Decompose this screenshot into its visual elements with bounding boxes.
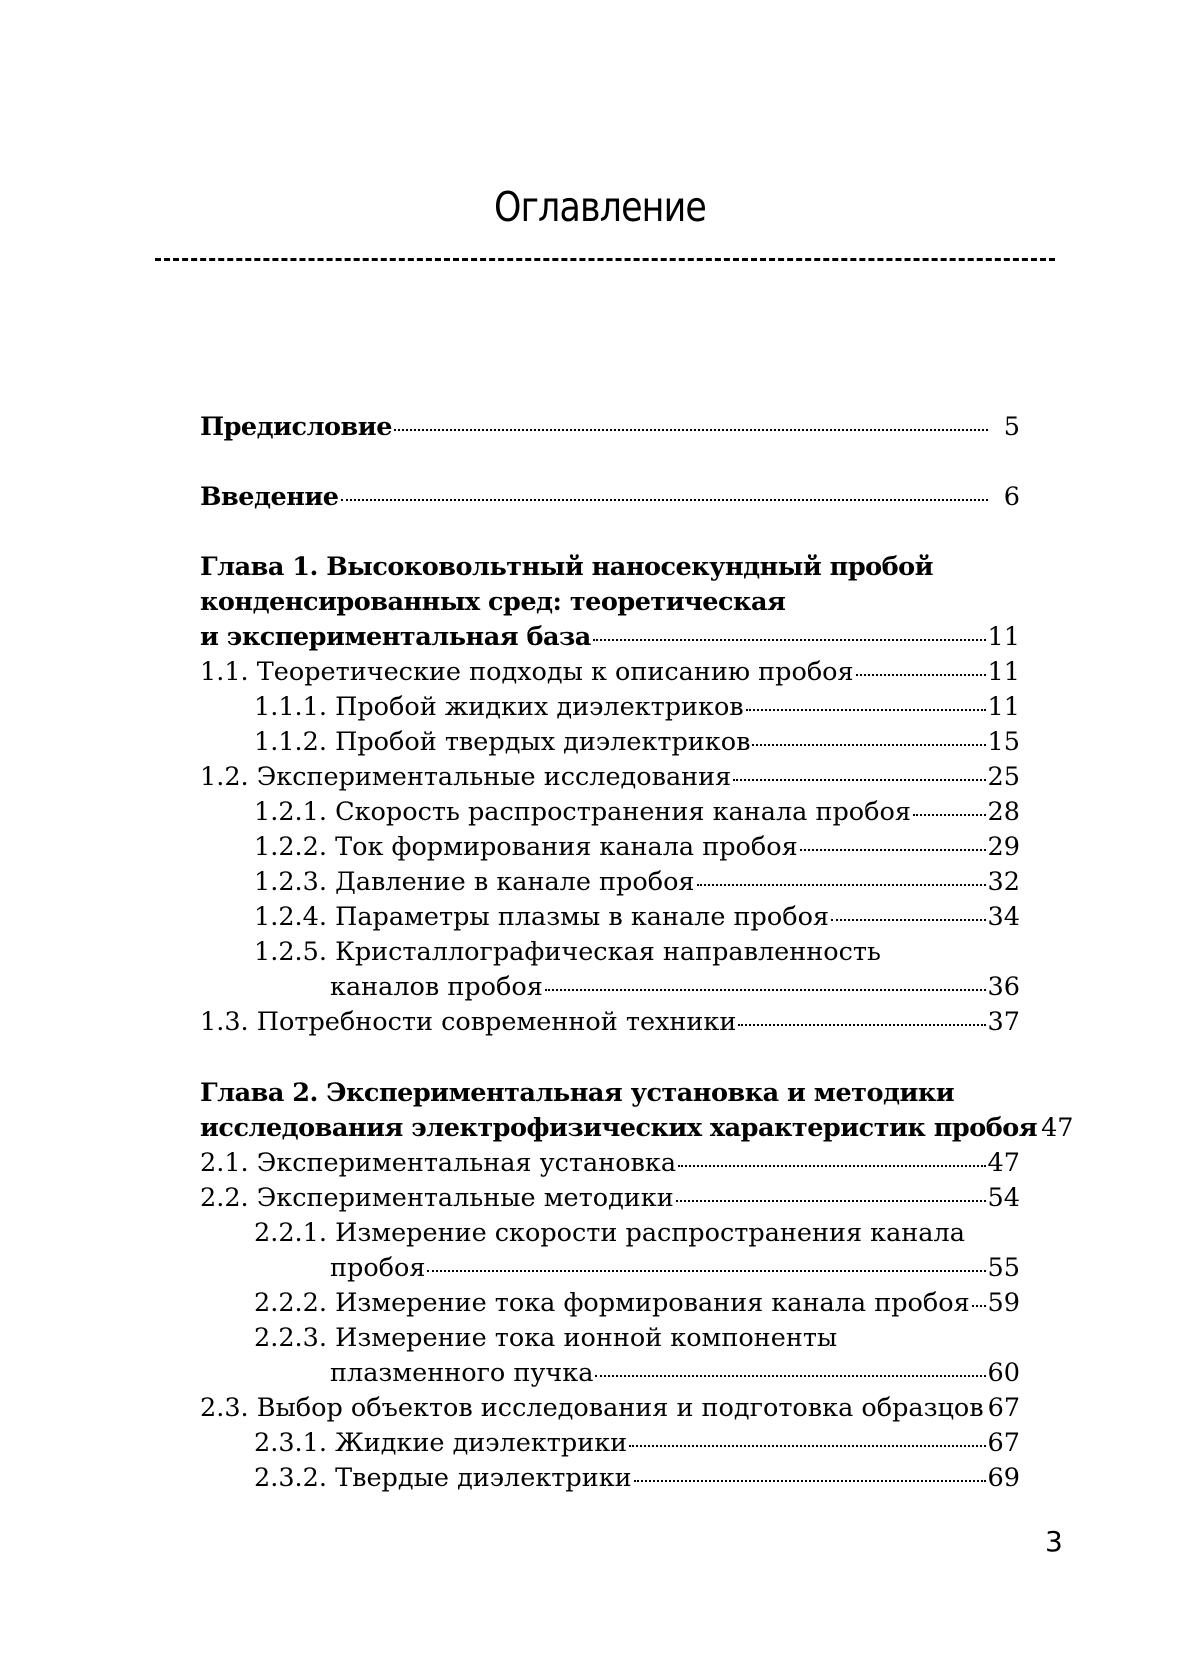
dot-leader <box>593 639 986 641</box>
toc-entry-1-1-1 <box>200 690 1020 725</box>
toc-entry-1-2-5-cont <box>200 970 1020 1005</box>
chapter-heading-text: исследования электрофизических характеристик пробоя <box>200 1113 1038 1143</box>
dot-leader <box>697 884 986 886</box>
toc-entry-page: 54 <box>987 1183 1020 1213</box>
toc-entry-page: 34 <box>987 902 1020 932</box>
toc-entry-label: 2.3. Выбор объектов исследования и подготовка образцов <box>200 1393 984 1423</box>
toc-entry-2-2-1 <box>200 1216 1020 1251</box>
toc-entry-page: 15 <box>987 727 1020 757</box>
toc-entry-page: 47 <box>987 1148 1020 1178</box>
toc-entry-page: 59 <box>987 1288 1020 1318</box>
toc-entry-page: 29 <box>987 832 1020 862</box>
toc-entry-label: 2.3.1. Жидкие диэлектрики <box>254 1428 628 1458</box>
toc-entry-label: 2.3.2. Твердые диэлектрики <box>254 1463 632 1493</box>
toc-entry-preface <box>200 410 1020 445</box>
toc-entry-2-1 <box>200 1146 1020 1181</box>
toc-entry-2-2-3 <box>200 1321 1020 1356</box>
toc-entry-label: 1.2.5. Кристаллографическая направленность <box>254 937 881 967</box>
dot-leader <box>831 919 986 921</box>
toc-entry-1-1-2 <box>200 725 1020 760</box>
toc-entry-label: 2.2.3. Измерение тока ионной компоненты <box>254 1323 838 1353</box>
toc-entry-page: 55 <box>987 1253 1020 1283</box>
toc-entry-2-3-2 <box>200 1461 1020 1496</box>
toc-entry-label: 1.1. Теоретические подходы к описанию пробоя <box>200 657 854 687</box>
toc-entry-label: 1.2.1. Скорость распространения канала пробоя <box>254 797 911 827</box>
chapter-heading-text: Глава 2. Экспериментальная установка и методики <box>200 1078 955 1108</box>
toc-entry-label: 1.2. Экспериментальные исследования <box>200 762 732 792</box>
toc-entry-page: 25 <box>987 762 1020 792</box>
toc-entry-page: 67 <box>987 1428 1020 1458</box>
chapter-1-heading-line-1 <box>200 550 1020 585</box>
toc-entry-label-continuation: плазменного пучка <box>330 1358 594 1388</box>
toc-entry-2-2-2 <box>200 1286 1020 1321</box>
toc-entry-page: 60 <box>987 1358 1020 1388</box>
toc-entry-1-2-1 <box>200 795 1020 830</box>
toc-entry-2-3 <box>200 1391 1020 1426</box>
toc-entry-label: Введение <box>200 482 339 512</box>
toc-entry-1-2-5 <box>200 935 1020 970</box>
table-of-contents <box>200 410 1074 1496</box>
toc-entry-intro <box>200 480 1020 515</box>
toc-entry-label: Предисловие <box>200 412 392 442</box>
toc-entry-page: 69 <box>987 1463 1020 1493</box>
toc-entry-1-3 <box>200 1005 1020 1040</box>
chapter-heading-text: конденсированных сред: теоретическая <box>200 587 786 617</box>
dashed-divider <box>155 258 1055 261</box>
toc-entry-label: 2.2.2. Измерение тока формирования канала пробоя <box>254 1288 970 1318</box>
toc-entry-1-2-4 <box>200 900 1020 935</box>
dot-leader <box>634 1480 986 1482</box>
dot-leader <box>752 744 985 746</box>
toc-entry-1-2-2 <box>200 830 1020 865</box>
dot-leader <box>427 1270 985 1272</box>
toc-entry-2-2-3-cont <box>200 1356 1020 1391</box>
toc-entry-1-1 <box>200 655 1020 690</box>
chapter-heading-text: и экспериментальная база <box>200 622 591 652</box>
toc-entry-page: 5 <box>1003 412 1020 442</box>
dot-leader <box>972 1305 986 1307</box>
chapter-2-heading-line-2 <box>200 1111 1074 1146</box>
toc-entry-2-2 <box>200 1181 1020 1216</box>
dot-leader <box>629 1445 985 1447</box>
page-title: Оглавление <box>493 183 706 231</box>
dot-leader <box>733 779 985 781</box>
toc-entry-label: 2.2.1. Измерение скорости распространения канала <box>254 1218 965 1248</box>
dot-leader <box>595 1375 985 1377</box>
toc-entry-page: 47 <box>1041 1113 1074 1143</box>
page-number: 3 <box>1045 1525 1063 1558</box>
dot-leader <box>676 1200 986 1202</box>
toc-entry-label-continuation: пробоя <box>330 1253 426 1283</box>
toc-entry-page: 67 <box>987 1393 1021 1423</box>
toc-entry-page: 11 <box>987 622 1020 652</box>
toc-entry-page: 11 <box>987 657 1020 687</box>
toc-entry-label: 1.2.2. Ток формирования канала пробоя <box>254 832 798 862</box>
chapter-1-heading-line-2 <box>200 585 1020 620</box>
toc-entry-label: 1.1.2. Пробой твердых диэлектриков <box>254 727 751 757</box>
toc-entry-2-3-1 <box>200 1426 1020 1461</box>
toc-entry-page: 32 <box>987 867 1020 897</box>
toc-entry-page: 28 <box>987 797 1020 827</box>
toc-entry-label: 1.3. Потребности современной техники <box>200 1007 737 1037</box>
toc-entry-2-2-1-cont <box>200 1251 1020 1286</box>
toc-entry-1-2 <box>200 760 1020 795</box>
toc-entry-label: 2.2. Экспериментальные методики <box>200 1183 674 1213</box>
dot-leader <box>856 674 986 676</box>
toc-entry-page: 6 <box>1003 482 1020 512</box>
dot-leader <box>800 849 986 851</box>
toc-entry-page: 11 <box>987 692 1020 722</box>
chapter-2-heading-line-1 <box>200 1076 1020 1111</box>
dot-leader <box>746 709 986 711</box>
toc-entry-label: 1.1.1. Пробой жидких диэлектриков <box>254 692 744 722</box>
dot-leader <box>394 429 988 431</box>
dot-leader <box>913 814 986 816</box>
toc-entry-page: 37 <box>987 1007 1020 1037</box>
toc-entry-1-2-3 <box>200 865 1020 900</box>
dot-leader <box>738 1024 985 1026</box>
chapter-1-heading-line-3 <box>200 620 1020 655</box>
toc-entry-page: 36 <box>987 972 1020 1002</box>
toc-entry-label-continuation: каналов пробоя <box>330 972 543 1002</box>
toc-entry-label: 2.1. Экспериментальная установка <box>200 1148 677 1178</box>
dot-leader <box>545 989 986 991</box>
chapter-heading-text: Глава 1. Высоковольтный наносекундный пробой <box>200 552 934 582</box>
dot-leader <box>678 1165 986 1167</box>
dot-leader <box>341 499 988 501</box>
toc-entry-label: 1.2.4. Параметры плазмы в канале пробоя <box>254 902 830 932</box>
toc-entry-label: 1.2.3. Давление в канале пробоя <box>254 867 695 897</box>
